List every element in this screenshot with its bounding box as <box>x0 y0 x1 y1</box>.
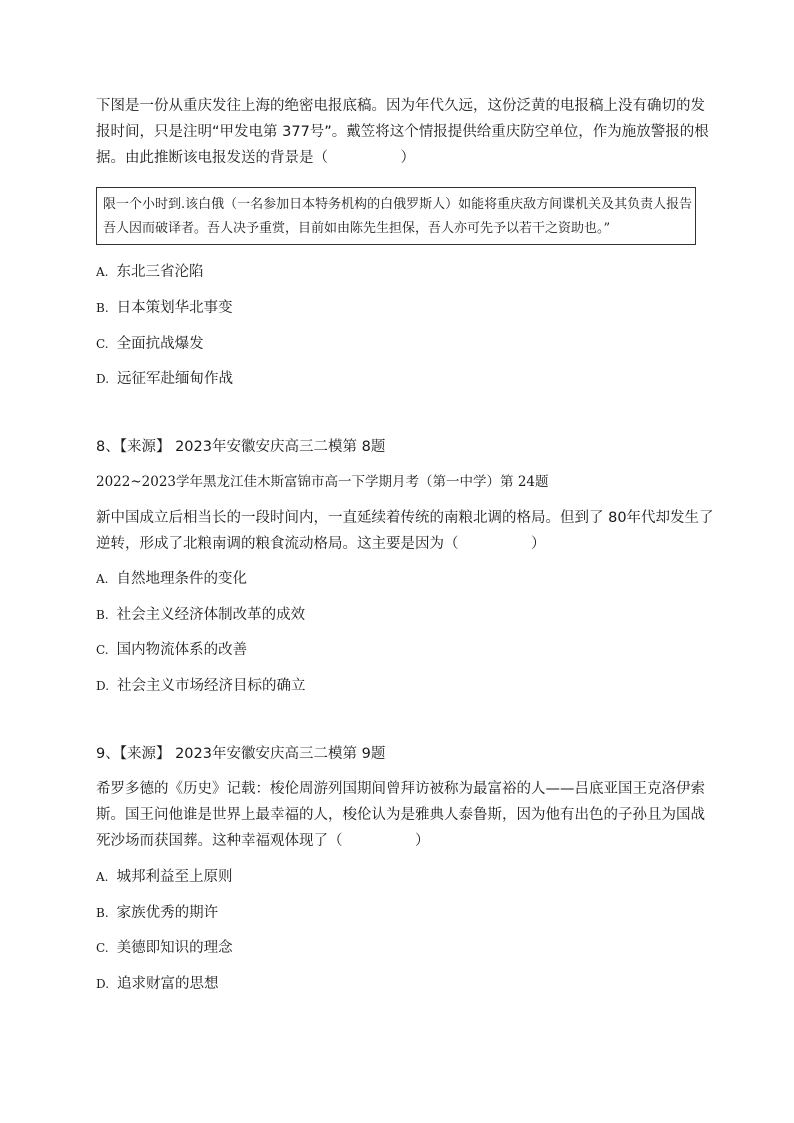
q7-stem-line-1: 下图是一份从重庆发往上海的绝密电报底稿。因为年代久远，这份泛黄的电报稿上没有确切的发 <box>96 98 705 114</box>
q8-option-b-letter: B. <box>96 608 109 622</box>
q8-option-a-text: 自然地理条件的变化 <box>116 571 247 587</box>
q8-stem-line-1: 新中国成立后相当长的一段时间内，一直延续着传统的南粮北调的格局。但到了 80年代却发生了 <box>96 510 714 526</box>
q7-quote-box <box>96 187 696 245</box>
q7-option-b-text: 日本策划华北事变 <box>116 300 233 316</box>
q9-stem-line-1: 希罗多德的《历史》记载：梭伦周游列国期间曾拜访被称为最富裕的人——吕底亚国王克洛伊索 <box>96 781 705 797</box>
q8-option-b-text: 社会主义经济体制改革的成效 <box>116 607 306 623</box>
q9-stem-line-3: 死沙场而获国葬。这种幸福观体现了（ ） <box>96 833 430 849</box>
q8-option-d <box>96 676 306 696</box>
q7-stem-line-3: 据。由此推断该电报发送的背景是（ ） <box>96 150 415 166</box>
q8-option-b <box>96 605 305 625</box>
q8-source-line-2: 2022~2023学年黑龙江佳木斯富锦市高一下学期月考（第一中学）第 24题 <box>96 474 549 490</box>
q8-source-line: 8、【来源】 2023年安徽安庆高三二模第 8题 <box>96 439 386 455</box>
q7-option-c-letter: C. <box>96 337 109 351</box>
q9-option-d-text: 追求财富的思想 <box>117 976 219 992</box>
q7-option-a-letter: A. <box>96 265 109 279</box>
q7-option-b <box>96 298 233 318</box>
q7-option-a <box>96 262 203 282</box>
q8-option-a-letter: A. <box>96 572 109 586</box>
q7-option-c <box>96 334 204 354</box>
q8-stem-line-2: 逆转，形成了北粮南调的粮食流动格局。这主要是因为（ ） <box>96 536 546 552</box>
q9-source-line: 9、【来源】 2023年安徽安庆高三二模第 9题 <box>96 746 386 762</box>
q9-option-d-letter: D. <box>96 977 110 991</box>
q9-option-b-letter: B. <box>96 906 109 920</box>
q7-option-b-letter: B. <box>96 301 109 315</box>
q9-option-c-text: 美德即知识的理念 <box>116 940 233 956</box>
q8-option-a <box>96 569 247 589</box>
q9-option-b-text: 家族优秀的期许 <box>116 905 219 921</box>
q8-option-c-letter: C. <box>96 643 109 657</box>
q9-option-a-letter: A. <box>96 870 109 884</box>
q9-option-a-text: 城邦利益至上原则 <box>116 869 233 885</box>
q8-option-d-text: 社会主义市场经济目标的确立 <box>117 678 306 694</box>
q7-option-d-letter: D. <box>96 372 110 386</box>
q7-option-d <box>96 369 233 389</box>
q8-option-c <box>96 640 247 660</box>
q9-option-b <box>96 903 218 923</box>
q9-option-c <box>96 938 233 958</box>
q7-option-d-text: 远征军赴缅甸作战 <box>117 371 234 387</box>
q9-stem-line-2: 斯。国王问他谁是世界上最幸福的人，梭伦认为是雅典人泰鲁斯，因为他有出色的子孙且为国战 <box>96 807 705 823</box>
q7-quote-line-1: 限一个小时到.该白俄（一名参加日本特务机构的白俄罗斯人）如能将重庆敌方间谍机关及其负责人报告 <box>103 197 693 212</box>
q7-option-a-text: 东北三省沦陷 <box>116 264 204 280</box>
q7-option-c-text: 全面抗战爆发 <box>116 336 204 352</box>
q8-option-c-text: 国内物流体系的改善 <box>116 642 248 658</box>
q9-option-c-letter: C. <box>96 941 109 955</box>
q8-option-d-letter: D. <box>96 679 110 693</box>
q9-option-d <box>96 974 219 994</box>
q9-option-a <box>96 867 232 887</box>
q7-stem-line-2: 报时间，只是注明“甲发电第 377号”。戴笠将这个情报提供给重庆防空单位，作为施放警报的根 <box>96 124 709 140</box>
q7-quote-line-2: 吾人因而破译者。吾人决予重赏，目前如由陈先生担保，吾人亦可先予以若干之资助也。” <box>103 221 611 236</box>
